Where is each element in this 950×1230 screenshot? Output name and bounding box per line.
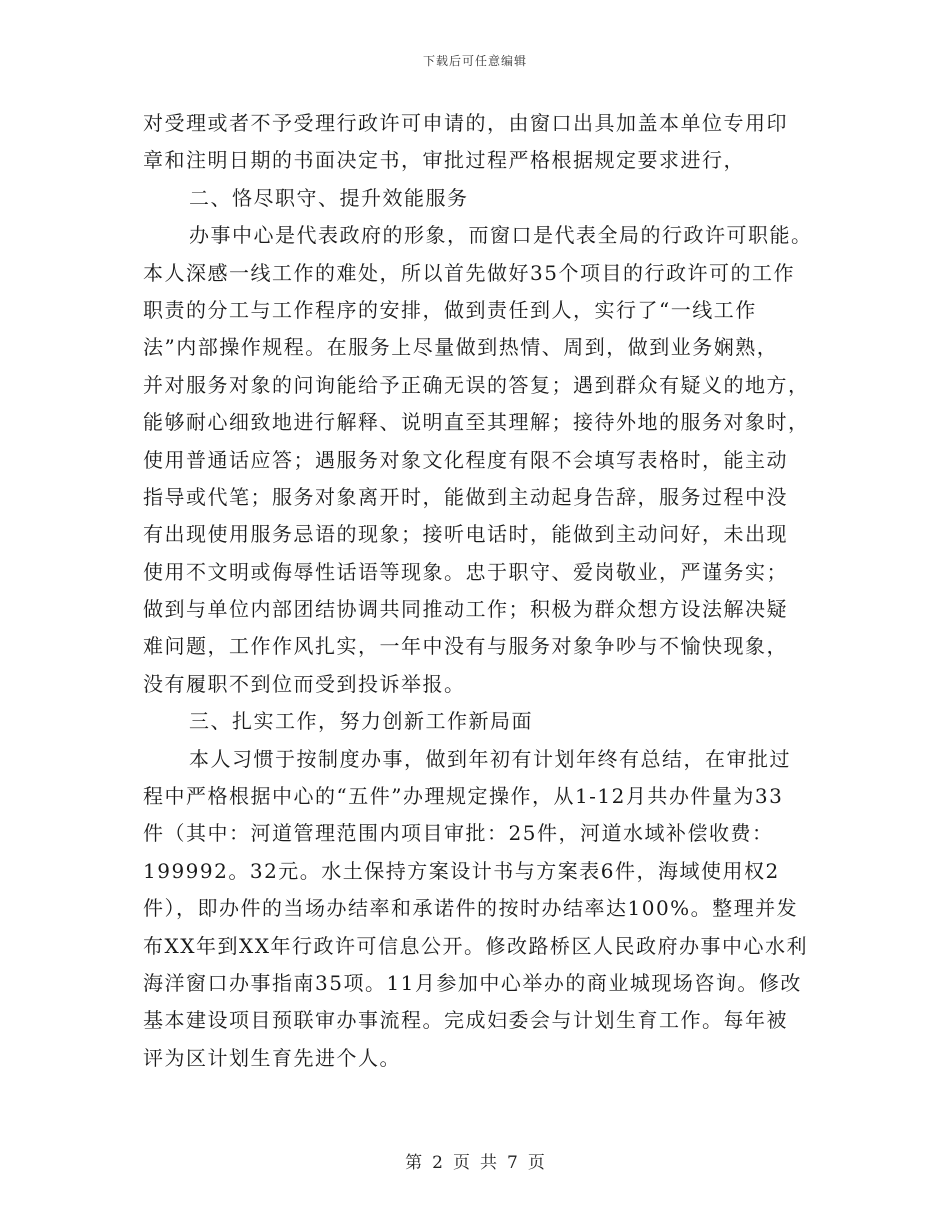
paragraph-line: 并对服务对象的问询能给予正确无误的答复；遇到群众有疑义的地方， [143, 372, 810, 397]
paragraph-line: 职责的分工与工作程序的安排，做到责任到人，实行了“一线工作 [143, 297, 757, 322]
footer-label-page: 页 [453, 1153, 470, 1173]
paragraph-line: 有出现使用服务忌语的现象；接听电话时，能做到主动问好，未出现 [143, 522, 788, 547]
paragraph-line: 做到与单位内部团结协调共同推动工作；积极为群众想方设法解决疑 [143, 597, 788, 622]
paragraph-line: 199992。32元。水土保持方案设计书与方案表6件，海域使用权2 [143, 858, 780, 883]
paragraph-line: 海洋窗口办事指南35项。11月参加中心举办的商业城现场咨询。修改 [143, 970, 802, 995]
section-heading: 二、恪尽职守、提升效能服务 [189, 185, 469, 210]
paragraph-line: 使用不文明或侮辱性话语等现象。忠于职守、爱岗敬业，严谨务实； [143, 559, 788, 584]
paragraph-line: 本人深感一线工作的难处，所以首先做好35个项目的行政许可的工作 [143, 260, 795, 285]
paragraph-line: 法”内部操作规程。在服务上尽量做到热情、周到，做到业务娴熟， [143, 335, 779, 360]
paragraph-line: 程中严格根据中心的“五件”办理规定操作，从1-12月共办件量为33 [143, 784, 784, 809]
paragraph-line: 难问题，工作作风扎实，一年中没有与服务对象争吵与不愉快现象， [143, 634, 788, 659]
paragraph-line: 件），即办件的当场办结率和承诺件的按时办结率达100%。整理并发 [143, 896, 799, 921]
paragraph-line: 能够耐心细致地进行解释、说明直至其理解；接待外地的服务对象时， [143, 410, 810, 435]
paragraph-line: 使用普通话应答；遇服务对象文化程度有限不会填写表格时，能主动 [143, 447, 788, 472]
page-header: 下载后可任意编辑 [422, 54, 527, 68]
section-heading: 三、扎实工作，努力创新工作新局面 [189, 709, 533, 734]
paragraph-line: 评为区计划生育先进个人。 [143, 1045, 401, 1070]
total-page-count: 7 [507, 1153, 518, 1173]
paragraph-line: 没有履职不到位而受到投诉举报。 [143, 671, 466, 696]
paragraph-line: 本人习惯于按制度办事，做到年初有计划年终有总结，在审批过 [189, 746, 791, 771]
paragraph-line: 布XX年到XX年行政许可信息公开。修改路桥区人民政府办事中心水利 [143, 933, 808, 958]
paragraph-line: 章和注明日期的书面决定书，审批过程严格根据规定要求进行， [143, 148, 745, 173]
page-footer [0, 1148, 950, 1173]
paragraph-line: 指导或代笔；服务对象离开时，能做到主动起身告辞，服务过程中没 [143, 484, 788, 509]
document-body [143, 105, 815, 1077]
footer-label-suffix: 页 [527, 1153, 545, 1173]
paragraph-line: 件（其中：河道管理范围内项目审批：25件，河道水域补偿收费： [143, 821, 774, 846]
footer-label-total: 共 [480, 1153, 497, 1173]
paragraph-line: 基本建设项目预联审办事流程。完成妇委会与计划生育工作。每年被 [143, 1008, 788, 1033]
current-page-number: 2 [432, 1153, 443, 1173]
paragraph-line: 对受理或者不予受理行政许可申请的，由窗口出具加盖本单位专用印 [143, 111, 788, 135]
footer-label-prefix: 第 [405, 1153, 423, 1173]
paragraph-line: 办事中心是代表政府的形象，而窗口是代表全局的行政许可职能。 [189, 223, 813, 248]
